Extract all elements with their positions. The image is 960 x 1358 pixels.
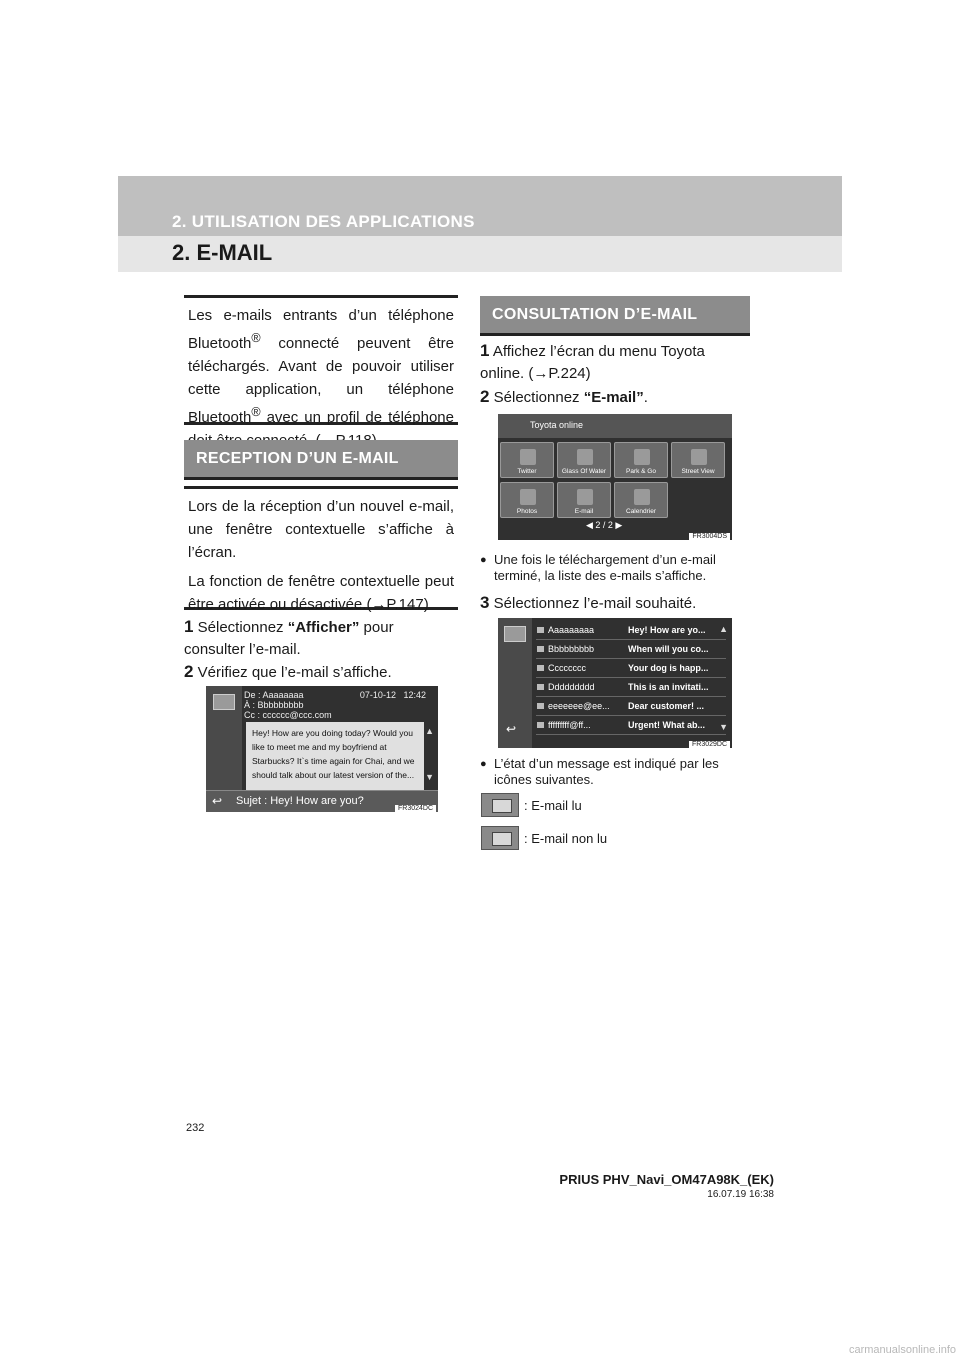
figure-code: FR3029DC [689,741,730,748]
email-datetime: 07-10-12 12:42 [359,690,426,700]
list-item[interactable]: Ddddddddd This is an invitati... [536,679,726,697]
reception-p2: La fonction de fenêtre contextuelle peut être activée ou désactivée.(→P.147) [188,573,454,613]
email-view-screenshot [206,686,438,812]
pager[interactable]: ◀ 2 / 2 ▶ [586,520,623,530]
list-item[interactable]: Bbbbbbbbb When will you co... [536,641,726,659]
consultation-bullet-1: ● Une fois le téléchargement d’un e-mail terminé, la liste des e-mails s’affiche. [480,552,750,584]
page-title: 2. E-MAIL [172,240,273,265]
tile-email[interactable]: E-mail [557,482,611,518]
mail-icon [504,626,526,642]
screen-title: Toyota online [530,420,584,430]
scroll-up-icon[interactable]: ▲ [425,726,434,736]
reception-step-2: 2 Vérifiez que l’e-mail s’affiche. [184,662,392,681]
tile-twitter[interactable]: Twitter [500,442,554,478]
watermark: carmanualsonline.info [848,1344,956,1356]
scroll-down-icon[interactable]: ▼ [719,722,728,732]
email-list-screenshot [498,618,732,748]
toyota-online-screenshot [498,414,732,540]
reception-box [184,486,458,613]
legend-unread: : E-mail non lu [524,831,608,846]
figure-code: FR3024DC [395,805,436,812]
scroll-up-icon[interactable]: ▲ [719,624,728,634]
intro-box [184,295,458,425]
consultation-step-2: 2 Sélectionnez “E-mail”. [480,387,648,406]
consultation-heading: CONSULTATION D’E-MAIL [480,296,750,336]
mail-icon [213,694,235,710]
list-item[interactable]: fffffffff@ff... Urgent! What ab... [536,717,726,735]
tile-glass-of-water[interactable]: Glass Of Water [557,442,611,478]
legend-read: : E-mail lu [524,798,582,813]
consultation-step-3: 3 Sélectionnez l’e-mail souhaité. [480,593,697,612]
back-icon[interactable]: ↩ [506,722,517,736]
email-subject: Sujet : Hey! How are you? [206,790,438,812]
tile-street-view[interactable]: Street View [671,442,725,478]
figure-code: FR3004DS [689,533,730,540]
read-mail-icon [481,793,519,817]
intro-text: Les e-mails entrants d’un téléphone Bluetooth® connecté peuvent être téléchargés. Avant de pouvoir utiliser cette application, un téléphone Bluetooth® avec un profil de téléphone [188,304,454,452]
unread-mail-icon [481,826,519,850]
footer: PRIUS PHV_Navi_OM47A98K_(EK) 16.07.19 16:38 [559,1172,774,1200]
scroll-down-icon[interactable]: ▼ [425,772,434,782]
list-item[interactable]: Cccccccc Your dog is happ... [536,660,726,678]
page-number: 232 [186,1122,205,1134]
reception-p1: Lors de la réception d’un nouvel e-mail, une fenêtre contextuelle s’affiche à l’écran. [188,498,454,561]
list-item[interactable]: Aaaaaaaaa Hey! How are yo... [536,622,726,640]
reception-heading: RECEPTION D’UN E-MAIL [184,440,458,480]
consultation-step-1: 1 Affichez l’écran du menu Toyota online. (→P.224) [480,341,705,382]
consultation-bullet-2: ● L’état d’un message est indiqué par les icônes suivantes. [480,756,750,788]
email-header: De : Aaaaaaaa À : Bbbbbbbbb Cc : cccccc@ccc.com [244,690,332,720]
tile-park-go[interactable]: Park & Go [614,442,668,478]
tile-photos[interactable]: Photos [500,482,554,518]
reception-step-1: 1 Sélectionnez “Afficher” pour consulter l’e-mail. [184,617,394,658]
list-item[interactable]: eeeeeee@ee... Dear customer! ... [536,698,726,716]
tile-calendrier[interactable]: Calendrier [614,482,668,518]
section-label: 2. UTILISATION DES APPLICATIONS [172,212,475,231]
email-body: Hey! How are you doing today? Would you like to meet me and my boyfriend at Starbucks? It`s time again for Chai, and we should talk about our latest version of the... [246,722,424,794]
back-icon[interactable]: ↩ [212,794,223,808]
